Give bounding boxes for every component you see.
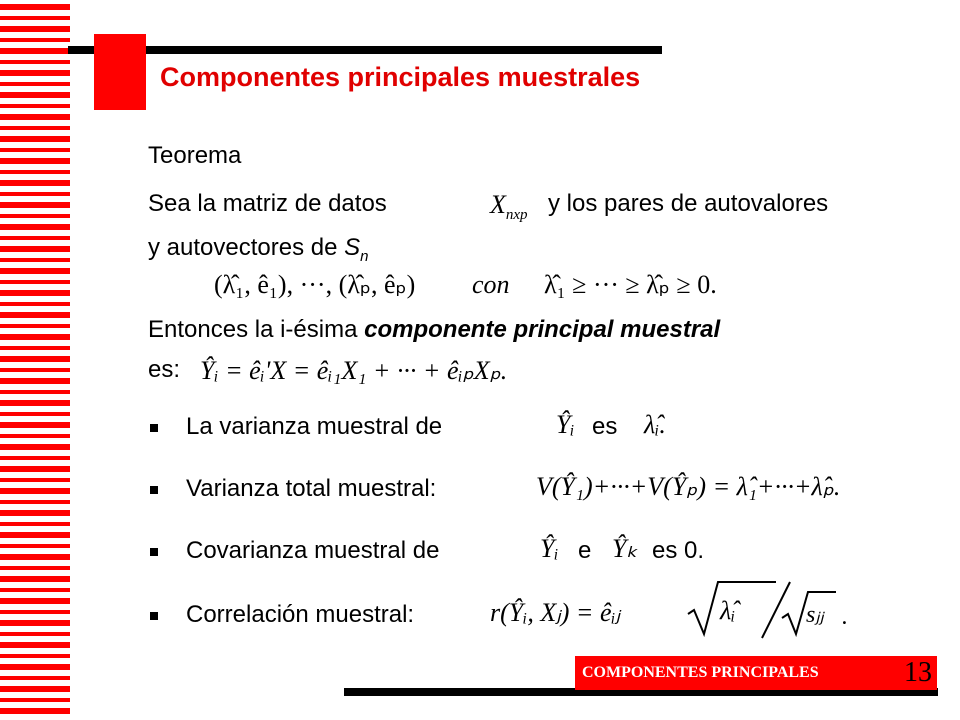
bullet3-symbol-yk: Ŷₖ bbox=[612, 534, 638, 563]
eigen-pairs-formula: (λ̂₁, ê₁), ···, (λ̂ₚ, êₚ) bbox=[214, 270, 416, 299]
intro-line1-post: y los pares de autovalores bbox=[548, 190, 829, 217]
page-number: 13 bbox=[904, 657, 932, 688]
sqrt-s: sⱼⱼ bbox=[806, 602, 824, 628]
footer-label: COMPONENTES PRINCIPALES bbox=[582, 664, 819, 681]
sqrt-lambda: λ̂ᵢ bbox=[720, 596, 736, 625]
data-matrix-symbol: $X_{nxp}$ bbox=[490, 190, 528, 224]
slide-title: Componentes principales muestrales bbox=[160, 62, 641, 92]
then-es: es: bbox=[148, 356, 181, 383]
bullet1-symbol-y: Ŷᵢ bbox=[556, 410, 575, 439]
bullet3-text: Covarianza muestral de bbox=[186, 537, 440, 564]
title-rule bbox=[68, 46, 662, 54]
bullet4-text: Correlación muestral: bbox=[186, 601, 415, 628]
bullet1-es: es bbox=[592, 413, 618, 440]
bullet3-e: e bbox=[578, 537, 592, 564]
pairs-con-word: con bbox=[472, 270, 510, 299]
bullet-marker bbox=[150, 612, 158, 620]
bullet-marker bbox=[150, 486, 158, 494]
bullet-marker bbox=[150, 424, 158, 432]
correlation-formula-lhs: r(Ŷᵢ, Xⱼ) = êᵢⱼ bbox=[490, 598, 621, 627]
bullet3-post: es 0. bbox=[652, 537, 705, 564]
then-sentence: Entonces la i-ésima componente principal muestral bbox=[148, 316, 721, 343]
bullet2-text: Varianza total muestral: bbox=[186, 475, 437, 502]
total-variance-formula: V(Ŷ₁)+···+V(Ŷₚ) = λ̂₁+···+λ̂ₚ. bbox=[536, 472, 841, 501]
intro-line2: y autovectores de $S_n$ bbox=[148, 234, 369, 265]
title-accent-block bbox=[94, 34, 146, 110]
bullet1-symbol-lambda: λ̂ᵢ. bbox=[644, 410, 666, 439]
intro-line1-pre: Sea la matriz de datos bbox=[148, 190, 387, 217]
eigen-order-formula: λ̂₁ ≥ ··· ≥ λ̂ₚ ≥ 0. bbox=[544, 270, 717, 299]
theorem-heading: Teorema bbox=[148, 142, 242, 169]
component-formula: Ŷᵢ = êᵢ'X = êᵢ₁X₁ + ··· + êᵢₚXₚ. bbox=[200, 356, 508, 385]
decorative-stripes bbox=[0, 0, 70, 720]
bullet1-text: La varianza muestral de bbox=[186, 413, 443, 440]
bullet-marker bbox=[150, 548, 158, 556]
formula-period: . bbox=[842, 604, 848, 630]
bullet3-symbol-yi: Ŷᵢ bbox=[540, 534, 559, 563]
